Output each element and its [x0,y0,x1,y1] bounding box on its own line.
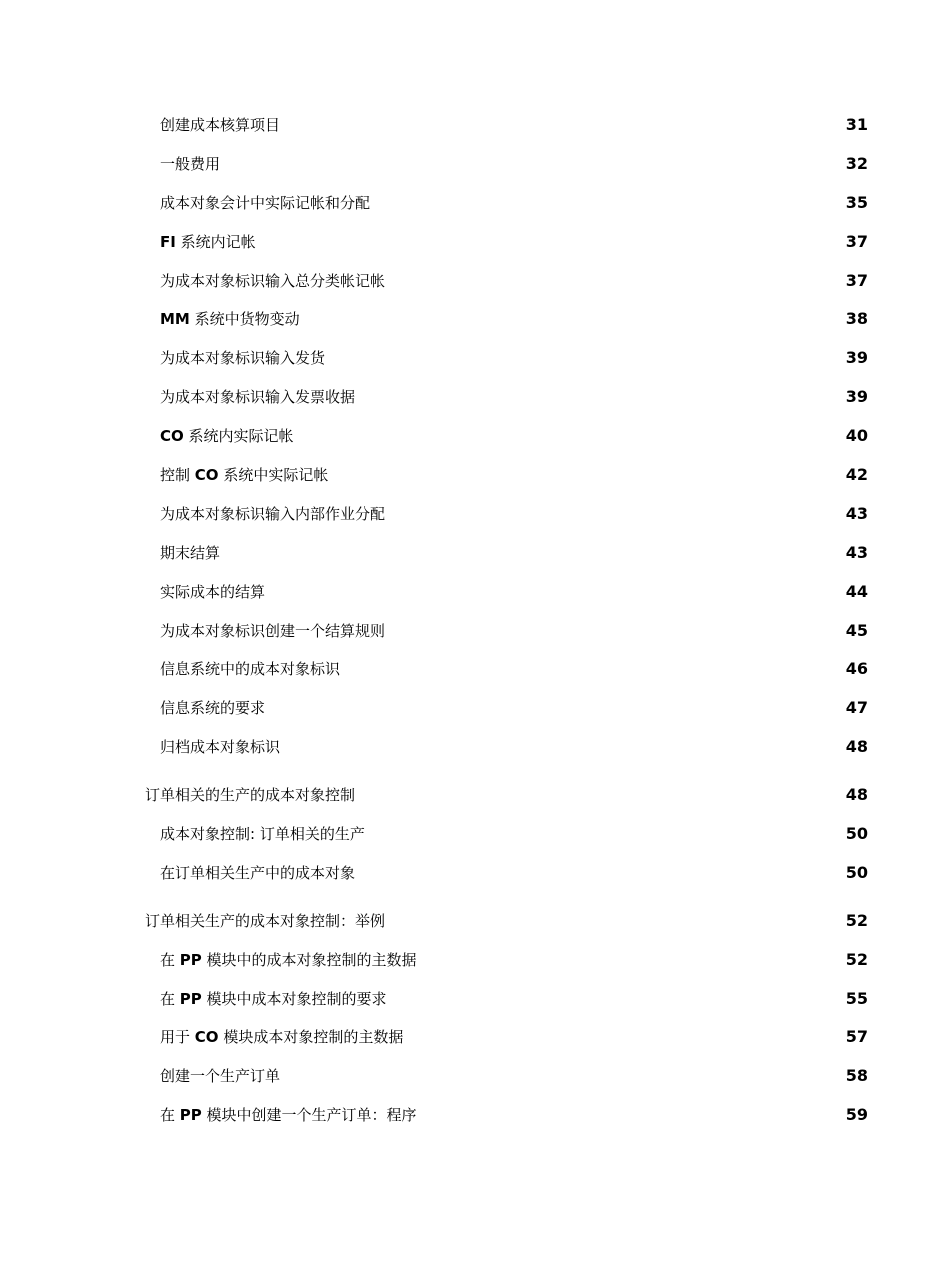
toc-entry-page-number: 50 [845,862,868,882]
toc-entry-title[interactable]: 成本对象控制: 订单相关的生产 [160,825,365,844]
toc-entry-title[interactable]: CO 系统内实际记帐 [160,427,294,446]
toc-entry[interactable] [0,377,950,416]
toc-entry[interactable] [0,611,950,650]
toc-entry[interactable] [0,1056,950,1095]
toc-entry-page-number: 59 [845,1105,868,1125]
toc-entry[interactable] [0,144,950,183]
toc-entry-page-number: 48 [845,737,868,757]
toc-entry[interactable] [0,494,950,533]
toc-entry-title[interactable]: 在订单相关生产中的成本对象 [160,863,356,882]
toc-entry[interactable] [0,649,950,688]
table-of-contents [0,105,950,1134]
toc-entry-page-number: 55 [845,988,868,1008]
toc-entry-page-number: 52 [845,910,868,930]
toc-entry-title[interactable]: 用于 CO 模块成本对象控制的主数据 [160,1028,404,1047]
toc-entry[interactable] [0,183,950,222]
toc-entry-page-number: 58 [845,1066,868,1086]
toc-entry-title[interactable]: 创建成本核算项目 [160,116,281,134]
toc-entry-page-number: 44 [845,581,868,601]
toc-entry-page-number: 45 [845,620,868,640]
toc-entry-title[interactable]: 在 PP 模块中创建一个生产订单：程序 [160,1106,417,1125]
toc-entry-title[interactable]: 为成本对象标识输入内部作业分配 [160,504,386,523]
toc-entry-page-number: 48 [845,785,868,805]
toc-entry-title[interactable]: 归档成本对象标识 [160,738,281,757]
toc-entry-title[interactable]: 为成本对象标识输入总分类帐记帐 [160,271,386,290]
toc-entry-title[interactable]: 一般费用 [160,154,221,173]
toc-entry-title[interactable]: 控制 CO 系统中实际记帐 [160,466,329,485]
toc-entry-title[interactable]: 期末结算 [160,543,221,562]
toc-entry[interactable] [0,455,950,494]
toc-entry-page-number: 39 [845,387,868,407]
toc-entry[interactable] [0,261,950,300]
toc-entry-page-number: 46 [845,659,868,679]
toc-entry[interactable] [0,572,950,611]
toc-entry-title[interactable]: 在 PP 模块中的成本对象控制的主数据 [160,950,417,969]
toc-entry-page-number: 40 [845,426,868,446]
toc-entry[interactable] [0,940,950,979]
toc-entry-title[interactable]: FI 系统内记帐 [160,232,256,251]
toc-entry-page-number: 31 [845,115,868,134]
toc-entry-page-number: 43 [845,542,868,562]
toc-entry[interactable] [0,1095,950,1134]
toc-entry[interactable] [0,814,950,853]
toc-entry[interactable] [0,853,950,892]
toc-entry-title[interactable]: 信息系统中的成本对象标识 [160,660,341,679]
toc-entry-title[interactable]: 实际成本的结算 [160,582,266,601]
toc-entry-page-number: 35 [845,192,868,212]
toc-entry-page-number: 57 [845,1027,868,1047]
toc-entry[interactable] [0,222,950,261]
toc-entry[interactable] [0,105,950,144]
toc-entry-page-number: 42 [845,465,868,485]
toc-entry-page-number: 52 [845,949,868,969]
toc-entry[interactable] [0,688,950,727]
toc-entry-title[interactable]: MM 系统中货物变动 [160,310,300,329]
toc-entry-page-number: 37 [845,231,868,251]
toc-entry-title[interactable]: 在 PP 模块中成本对象控制的要求 [160,989,387,1008]
toc-entry[interactable] [0,979,950,1018]
toc-entry[interactable] [0,533,950,572]
toc-entry-page-number: 32 [845,153,868,173]
toc-entry-page-number: 50 [845,824,868,844]
toc-entry[interactable] [0,299,950,338]
toc-entry[interactable] [0,901,950,940]
toc-entry-title[interactable]: 为成本对象标识创建一个结算规则 [160,621,386,640]
toc-entry-title[interactable]: 为成本对象标识输入发货 [160,349,326,368]
toc-entry-title[interactable]: 订单相关生产的成本对象控制：举例 [145,911,386,930]
toc-entry[interactable] [0,416,950,455]
toc-entry[interactable] [0,727,950,766]
toc-entry-page-number: 39 [845,348,868,368]
toc-entry[interactable] [0,1017,950,1056]
toc-entry[interactable] [0,775,950,814]
toc-entry-page-number: 47 [845,698,868,718]
toc-entry-page-number: 43 [845,503,868,523]
toc-entry[interactable] [0,338,950,377]
toc-entry-page-number: 38 [845,309,868,329]
toc-entry-title[interactable]: 信息系统的要求 [160,699,266,718]
toc-entry-title[interactable]: 为成本对象标识输入发票收据 [160,388,356,407]
toc-entry-page-number: 37 [845,270,868,290]
toc-entry-title[interactable]: 成本对象会计中实际记帐和分配 [160,193,371,212]
toc-entry-title[interactable]: 订单相关的生产的成本对象控制 [145,786,356,805]
toc-entry-title[interactable]: 创建一个生产订单 [160,1067,281,1086]
